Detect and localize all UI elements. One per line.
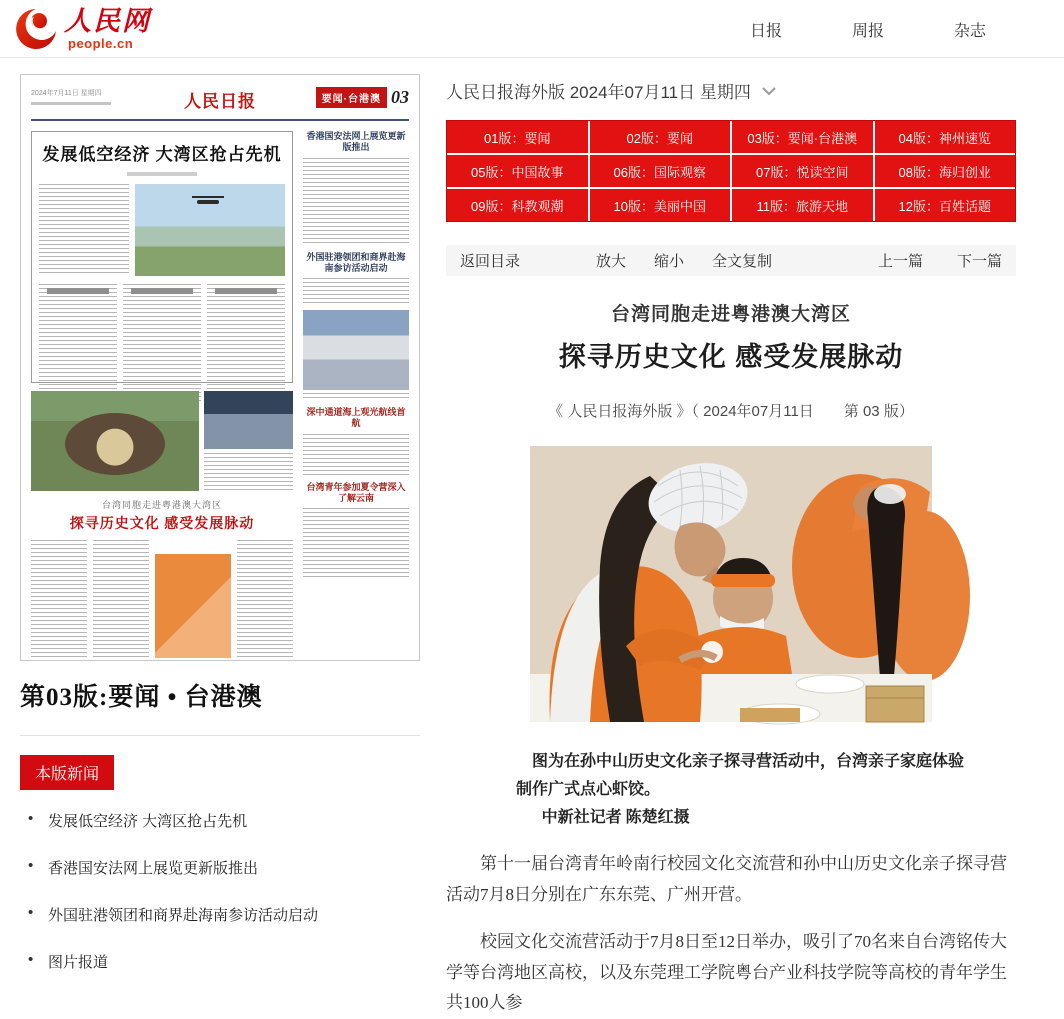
thumb-drone-photo [135, 184, 285, 276]
thumb-masthead-title: 人民日报 [184, 92, 256, 111]
thumb-page-number: 03 [391, 87, 409, 107]
thumb-headline-yunnan: 台湾青年参加夏令营深入了解云南 [306, 481, 406, 503]
thumb-dimsum-photo [155, 554, 231, 658]
nav-magazine[interactable]: 杂志 [953, 22, 986, 40]
news-list-item[interactable]: • 香港国安法网上展览更新版推出 [20, 857, 420, 878]
chevron-down-icon[interactable] [761, 86, 777, 96]
page-cell-05[interactable]: 05版：中国故事 [447, 155, 588, 187]
article-paragraph: 校园文化交流营活动于7月8日至12日举办，吸引了70名来自台湾铭传大学等台湾地区高校，以及东莞理工学院粤台产业科技学院等高校的青年学生共100人参 [446, 932, 1007, 1013]
next-article-button[interactable]: 下一篇 [956, 253, 1002, 270]
section-title: 第03版:要闻 • 台港澳 [20, 684, 263, 711]
page-cell-10[interactable]: 10版：美丽中国 [590, 189, 731, 221]
article-body [446, 849, 1016, 1019]
right-column [446, 74, 1016, 1019]
zoom-in-button[interactable]: 放大 [596, 253, 627, 270]
page-cell-01[interactable]: 01版：要闻 [447, 121, 588, 153]
thumb-tulou-photo [31, 391, 199, 491]
thumb-bottom-title: 探寻历史文化 感受发展脉动 [69, 517, 255, 532]
newspaper-page-thumbnail[interactable] [20, 74, 420, 661]
article-photo [530, 446, 932, 722]
thumb-cockpit-photo [204, 391, 293, 449]
caption-text: 图为在孙中山历史文化亲子探寻营活动中，台湾亲子家庭体验制作广式点心虾饺。 [516, 753, 965, 798]
page-cell-07[interactable]: 07版：悦读空间 [732, 155, 873, 187]
page-cell-12[interactable]: 12版：百姓话题 [875, 189, 1016, 221]
thumb-masthead-date: 2024年7月11日 星期四 [31, 90, 102, 97]
edition-date-text: 人民日报海外版 2024年07月11日 星期四 [446, 83, 751, 102]
thumb-lead-article [31, 131, 293, 383]
news-list-item[interactable]: • 外国驻港领团和商界赴海南参访活动启动 [20, 904, 420, 925]
page-cell-11[interactable]: 11版：旅游天地 [732, 189, 873, 221]
zoom-out-button[interactable]: 缩小 [654, 253, 685, 270]
copy-all-button[interactable]: 全文复制 [712, 253, 773, 270]
news-list-item[interactable]: • 图片报道 [20, 951, 420, 972]
thumb-section-box: 要闻·台港澳 [316, 87, 387, 108]
logo-cn-text: 人民网 [64, 5, 151, 36]
nav-weekly[interactable]: 周报 [851, 22, 884, 40]
article-source-line: 《 人民日报海外版 》（ 2024年07月11日 第 03 版） [548, 403, 914, 420]
thumb-expo-photo [303, 310, 409, 390]
back-to-catalog-button[interactable]: 返回目录 [460, 253, 521, 270]
section-news-badge: 本版新闻 [20, 755, 114, 790]
nav-daily[interactable]: 日报 [749, 22, 782, 40]
page-cell-04[interactable]: 04版：神州速览 [875, 121, 1016, 153]
caption-credit: 中新社记者 陈楚红摄 [541, 809, 690, 826]
thumb-headline-shenzhong: 深中通道海上观光航线首航 [306, 407, 406, 429]
prev-article-button[interactable]: 上一篇 [877, 253, 923, 270]
page-news-list [20, 810, 420, 972]
news-list-item[interactable]: • 发展低空经济 大湾区抢占先机 [20, 810, 420, 831]
people-cn-logo[interactable] [14, 7, 151, 51]
article-photo-caption [516, 748, 968, 832]
article-kicker: 台湾同胞走进粤港澳大湾区 [610, 304, 851, 325]
page-cell-09[interactable]: 09版：科教观潮 [447, 189, 588, 221]
left-column [20, 74, 420, 1019]
page-cell-08[interactable]: 08版：海归创业 [875, 155, 1016, 187]
thumb-lead-headline: 发展低空经济 大湾区抢占先机 [42, 145, 282, 164]
top-nav [750, 0, 986, 58]
article-paragraph: 第十一届台湾青年岭南行校园文化交流营和孙中山历史文化亲子探寻营活动7月8日分别在广东东莞、广州开营。 [446, 854, 1007, 904]
article-title: 探寻历史文化 感受发展脉动 [558, 342, 904, 372]
main-content [0, 58, 1064, 1019]
page-cell-02[interactable]: 02版：要闻 [590, 121, 731, 153]
article-toolbar [446, 245, 1016, 276]
thumb-headline-hk-law: 香港国安法网上展览更新版推出 [306, 131, 406, 153]
pages-grid [446, 120, 1016, 222]
divider [20, 735, 420, 736]
thumb-headline-hainan: 外国驻港领团和商界赴海南参访活动启动 [306, 251, 406, 273]
thumb-bottom-kicker: 台湾同胞走进粤港澳大湾区 [101, 500, 222, 510]
edition-date-bar[interactable] [446, 78, 1016, 103]
page-cell-03[interactable]: 03版：要闻·台港澳 [732, 121, 873, 153]
page-cell-06[interactable]: 06版：国际观察 [590, 155, 731, 187]
logo-en-text: people.cn [68, 35, 134, 51]
site-header [0, 0, 1064, 58]
people-logo-icon [14, 7, 58, 51]
